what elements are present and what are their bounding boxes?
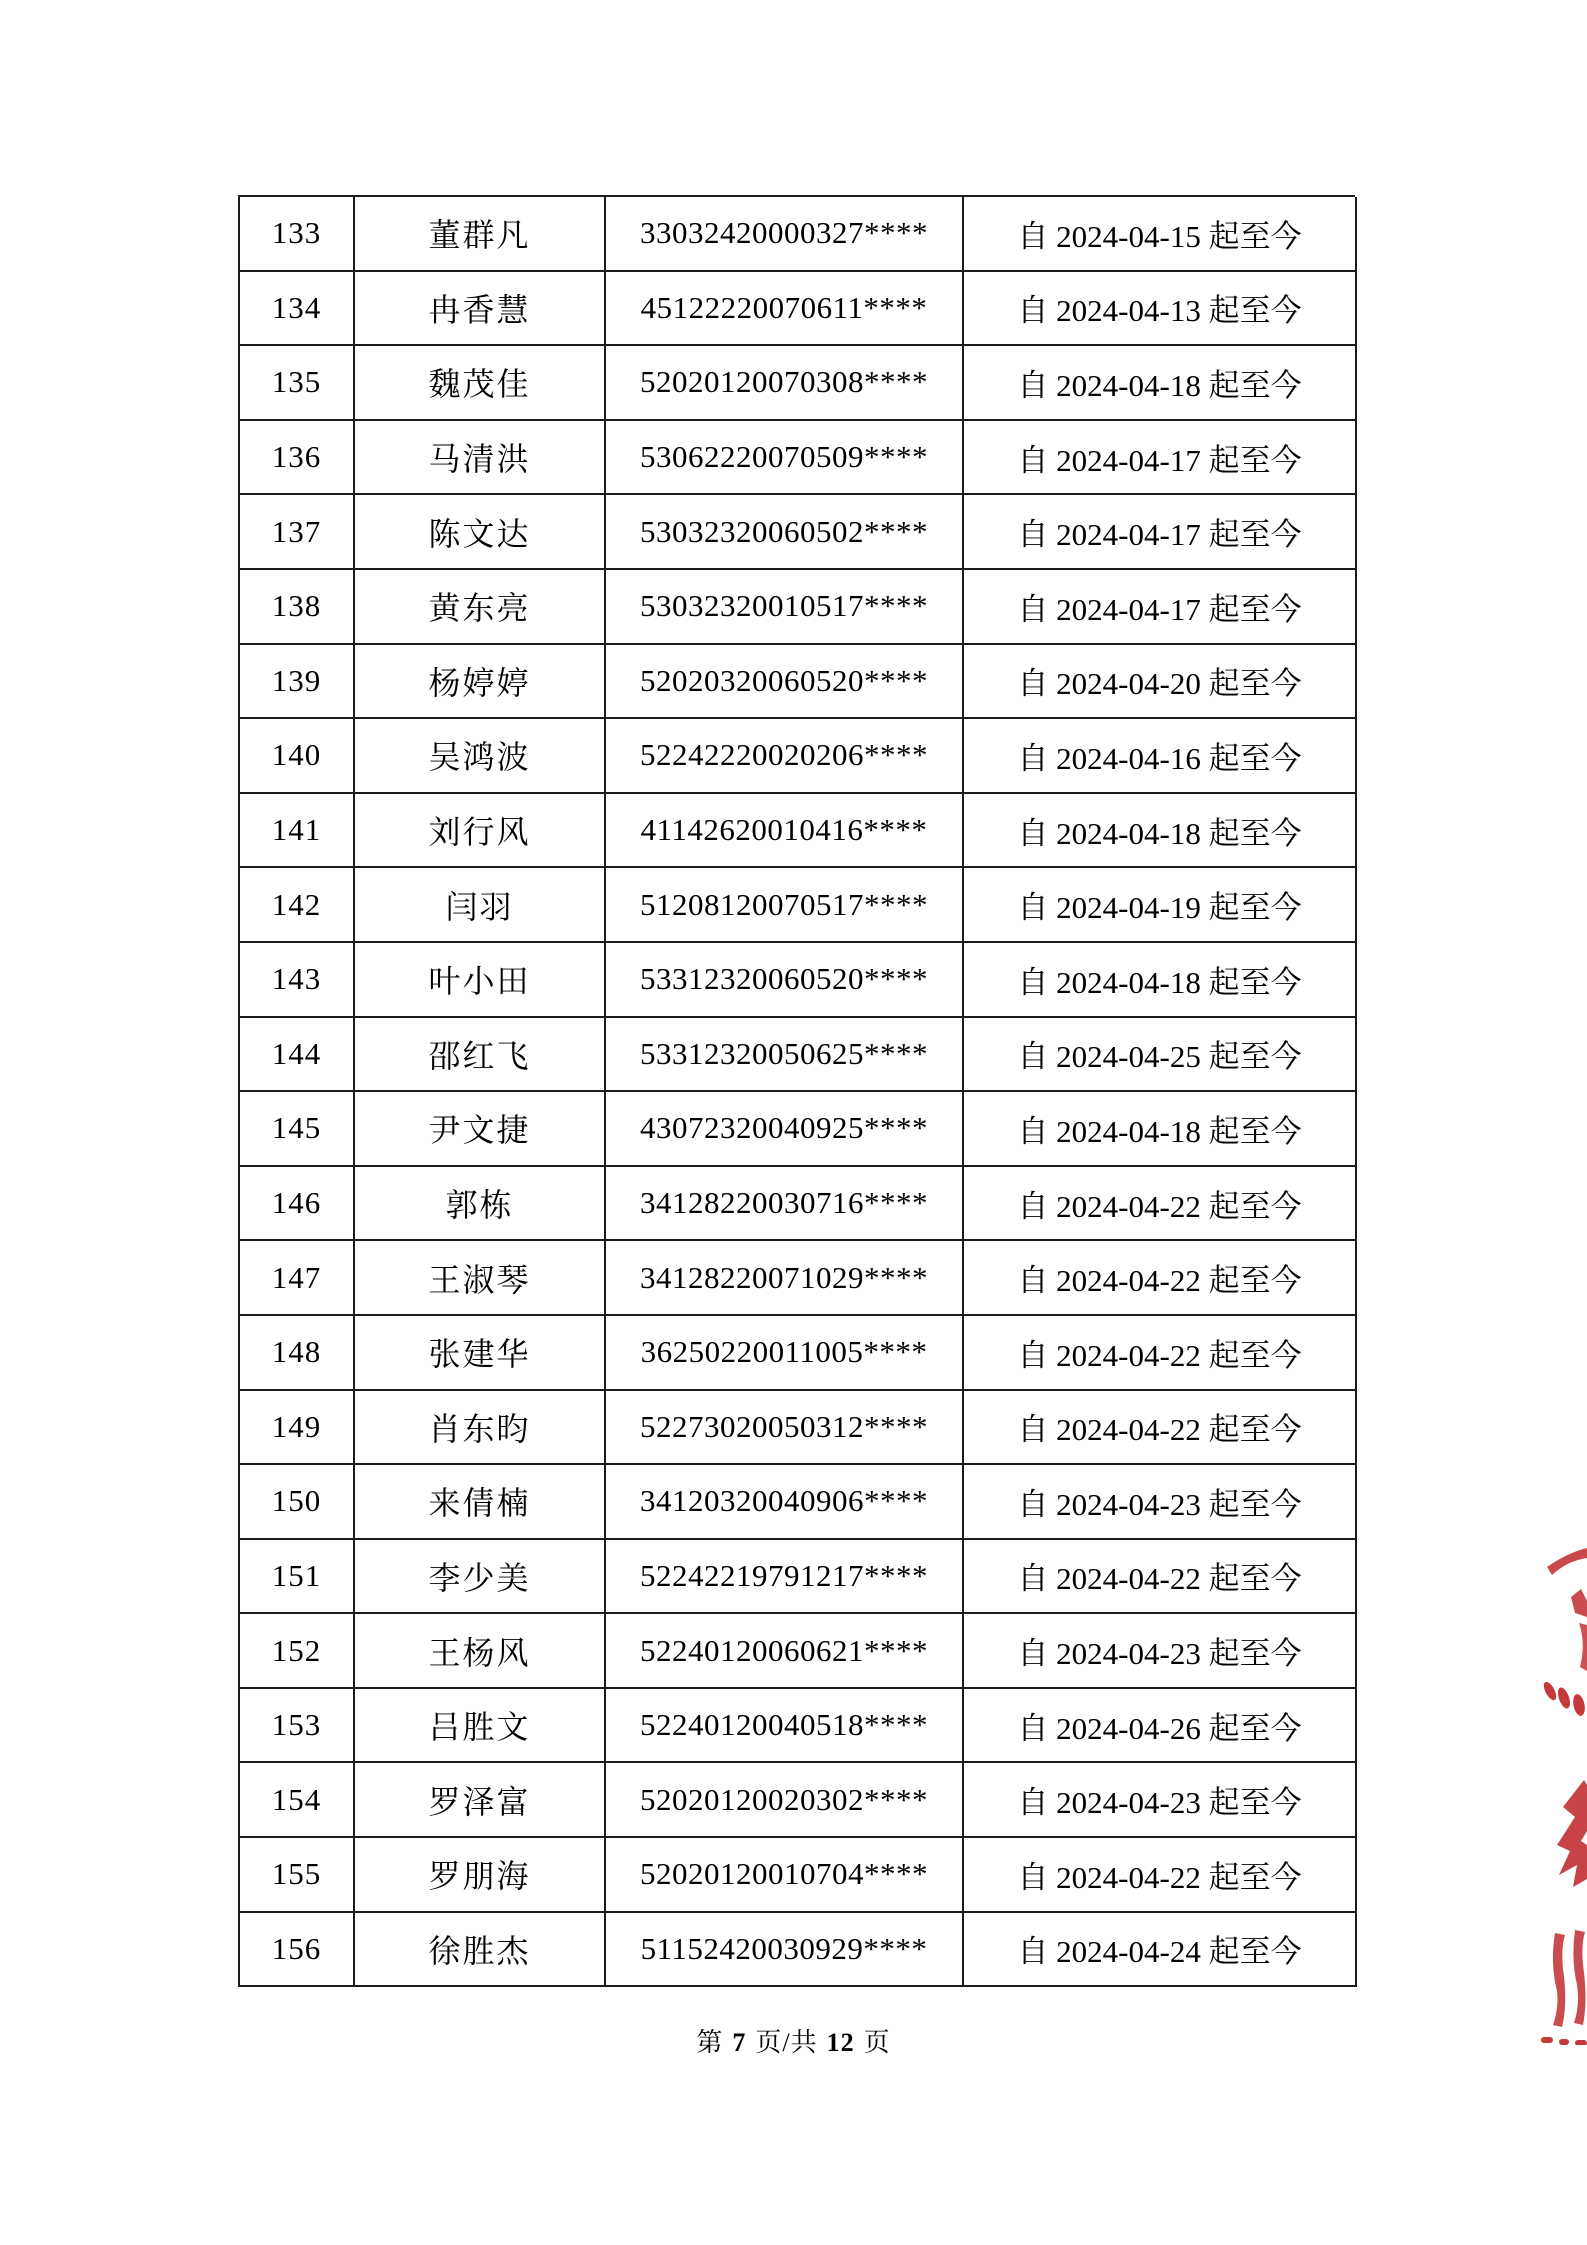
row-number-cell: 139 [240, 645, 355, 720]
period-cell: 自 2024-04-24 起至今 [964, 1913, 1357, 1988]
row-number-cell: 137 [240, 495, 355, 570]
footer-page-number: 7 [732, 2028, 747, 2057]
period-cell: 自 2024-04-16 起至今 [964, 719, 1357, 794]
id-number-cell: 51208120070517**** [606, 868, 964, 943]
id-number-cell: 52020120070308**** [606, 346, 964, 421]
id-number-cell: 45122220070611**** [606, 272, 964, 347]
row-number-cell: 151 [240, 1540, 355, 1615]
id-number-cell: 53062220070509**** [606, 421, 964, 496]
period-cell: 自 2024-04-22 起至今 [964, 1391, 1357, 1466]
name-cell: 张建华 [355, 1316, 606, 1391]
name-cell: 邵红飞 [355, 1018, 606, 1093]
page-footer [0, 2022, 1587, 2059]
period-cell: 自 2024-04-22 起至今 [964, 1316, 1357, 1391]
period-cell: 自 2024-04-18 起至今 [964, 943, 1357, 1018]
id-number-cell: 53312320060520**** [606, 943, 964, 1018]
row-number-cell: 140 [240, 719, 355, 794]
id-number-cell: 34128220030716**** [606, 1167, 964, 1242]
period-cell: 自 2024-04-25 起至今 [964, 1018, 1357, 1093]
id-number-cell: 34128220071029**** [606, 1241, 964, 1316]
name-cell: 李少美 [355, 1540, 606, 1615]
name-cell: 陈文达 [355, 495, 606, 570]
name-cell: 马清洪 [355, 421, 606, 496]
row-number-cell: 133 [240, 197, 355, 272]
row-number-cell: 156 [240, 1913, 355, 1988]
name-cell: 黄东亮 [355, 570, 606, 645]
id-number-cell: 52020320060520**** [606, 645, 964, 720]
id-number-cell: 52242220020206**** [606, 719, 964, 794]
row-number-cell: 135 [240, 346, 355, 421]
period-cell: 自 2024-04-13 起至今 [964, 272, 1357, 347]
id-number-cell: 41142620010416**** [606, 794, 964, 869]
footer-total-pages: 12 [826, 2028, 855, 2057]
id-number-cell: 51152420030929**** [606, 1913, 964, 1988]
name-cell: 罗朋海 [355, 1838, 606, 1913]
name-cell: 董群凡 [355, 197, 606, 272]
period-cell: 自 2024-04-18 起至今 [964, 346, 1357, 421]
footer-prefix: 第 [696, 2028, 724, 2057]
period-cell: 自 2024-04-20 起至今 [964, 645, 1357, 720]
period-cell: 自 2024-04-22 起至今 [964, 1167, 1357, 1242]
id-number-cell: 53032320010517**** [606, 570, 964, 645]
period-cell: 自 2024-04-17 起至今 [964, 570, 1357, 645]
roster-table [238, 195, 1355, 1987]
row-number-cell: 152 [240, 1614, 355, 1689]
id-number-cell: 33032420000327**** [606, 197, 964, 272]
name-cell: 冉香慧 [355, 272, 606, 347]
period-cell: 自 2024-04-22 起至今 [964, 1540, 1357, 1615]
period-cell: 自 2024-04-18 起至今 [964, 794, 1357, 869]
period-cell: 自 2024-04-17 起至今 [964, 495, 1357, 570]
row-number-cell: 144 [240, 1018, 355, 1093]
row-number-cell: 154 [240, 1763, 355, 1838]
name-cell: 吕胜文 [355, 1689, 606, 1764]
row-number-cell: 143 [240, 943, 355, 1018]
name-cell: 来倩楠 [355, 1465, 606, 1540]
row-number-cell: 136 [240, 421, 355, 496]
id-number-cell: 36250220011005**** [606, 1316, 964, 1391]
period-cell: 自 2024-04-23 起至今 [964, 1465, 1357, 1540]
id-number-cell: 52020120010704**** [606, 1838, 964, 1913]
name-cell: 刘行风 [355, 794, 606, 869]
id-number-cell: 52240120040518**** [606, 1689, 964, 1764]
period-cell: 自 2024-04-17 起至今 [964, 421, 1357, 496]
period-cell: 自 2024-04-23 起至今 [964, 1763, 1357, 1838]
period-cell: 自 2024-04-22 起至今 [964, 1241, 1357, 1316]
id-number-cell: 34120320040906**** [606, 1465, 964, 1540]
id-number-cell: 52242219791217**** [606, 1540, 964, 1615]
footer-suffix: 页 [863, 2028, 891, 2057]
name-cell: 叶小田 [355, 943, 606, 1018]
row-number-cell: 155 [240, 1838, 355, 1913]
row-number-cell: 141 [240, 794, 355, 869]
name-cell: 王杨风 [355, 1614, 606, 1689]
name-cell: 徐胜杰 [355, 1913, 606, 1988]
row-number-cell: 149 [240, 1391, 355, 1466]
row-number-cell: 142 [240, 868, 355, 943]
name-cell: 闫羽 [355, 868, 606, 943]
id-number-cell: 53312320050625**** [606, 1018, 964, 1093]
id-number-cell: 43072320040925**** [606, 1092, 964, 1167]
name-cell: 魏茂佳 [355, 346, 606, 421]
row-number-cell: 147 [240, 1241, 355, 1316]
row-number-cell: 134 [240, 272, 355, 347]
row-number-cell: 153 [240, 1689, 355, 1764]
row-number-cell: 138 [240, 570, 355, 645]
row-number-cell: 145 [240, 1092, 355, 1167]
id-number-cell: 53032320060502**** [606, 495, 964, 570]
period-cell: 自 2024-04-18 起至今 [964, 1092, 1357, 1167]
id-number-cell: 52020120020302**** [606, 1763, 964, 1838]
id-number-cell: 52273020050312**** [606, 1391, 964, 1466]
red-seal-stamp-icon [1537, 1545, 1587, 2045]
row-number-cell: 146 [240, 1167, 355, 1242]
name-cell: 罗泽富 [355, 1763, 606, 1838]
name-cell: 杨婷婷 [355, 645, 606, 720]
period-cell: 自 2024-04-23 起至今 [964, 1614, 1357, 1689]
id-number-cell: 52240120060621**** [606, 1614, 964, 1689]
name-cell: 吴鸿波 [355, 719, 606, 794]
row-number-cell: 150 [240, 1465, 355, 1540]
period-cell: 自 2024-04-15 起至今 [964, 197, 1357, 272]
name-cell: 王淑琴 [355, 1241, 606, 1316]
name-cell: 肖东昀 [355, 1391, 606, 1466]
period-cell: 自 2024-04-26 起至今 [964, 1689, 1357, 1764]
name-cell: 尹文捷 [355, 1092, 606, 1167]
period-cell: 自 2024-04-19 起至今 [964, 868, 1357, 943]
footer-middle: 页/共 [755, 2028, 818, 2057]
row-number-cell: 148 [240, 1316, 355, 1391]
period-cell: 自 2024-04-22 起至今 [964, 1838, 1357, 1913]
name-cell: 郭栋 [355, 1167, 606, 1242]
